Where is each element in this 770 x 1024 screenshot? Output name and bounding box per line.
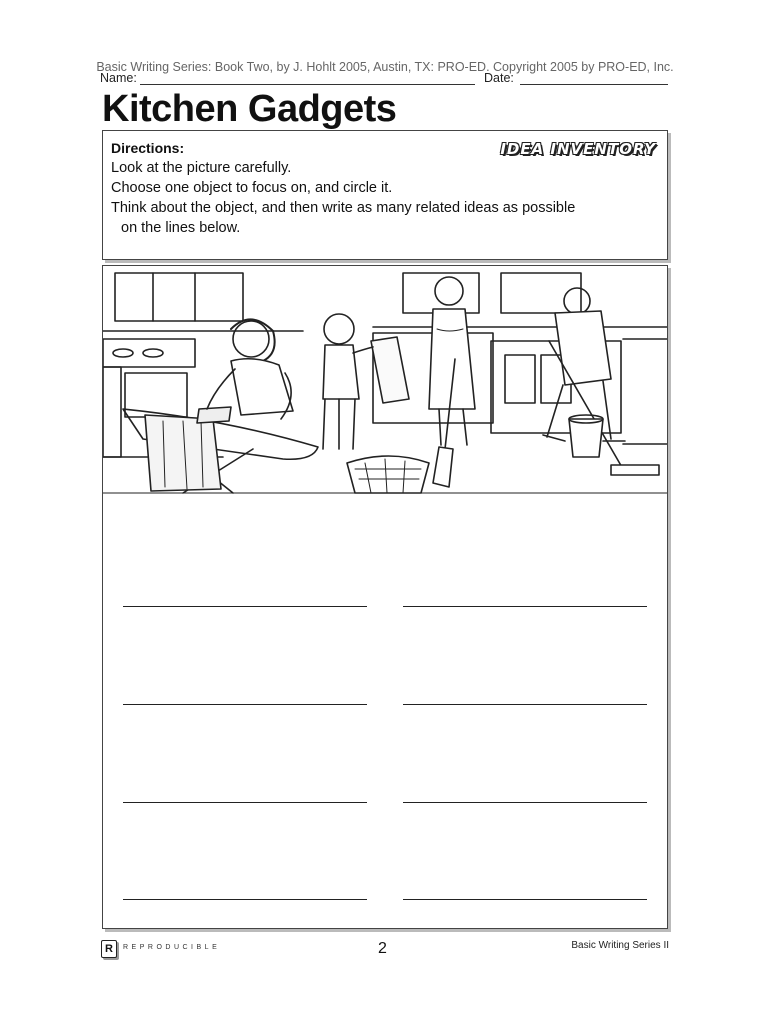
reproducible-label: REPRODUCIBLE <box>123 944 221 951</box>
writing-line[interactable] <box>123 704 367 705</box>
writing-line[interactable] <box>403 704 647 705</box>
directions-line: Think about the object, and then write as many related ideas as possible <box>111 200 576 216</box>
name-date-row <box>100 71 670 87</box>
directions-box <box>102 130 668 260</box>
page-number: 2 <box>378 940 387 957</box>
writing-line[interactable] <box>123 802 367 803</box>
reproducible-logo-icon: R <box>101 940 117 958</box>
writing-line[interactable] <box>123 899 367 900</box>
writing-line[interactable] <box>403 899 647 900</box>
name-field-line[interactable] <box>140 84 475 85</box>
copyright-notice: Basic Writing Series: Book Two, by J. Hohlt 2005, Austin, TX: PRO-ED. Copyright 2005 by PRO-ED, Inc. <box>96 60 674 74</box>
name-label: Name: <box>100 71 137 85</box>
directions-heading: Directions: <box>111 140 185 156</box>
series-label: Basic Writing Series II <box>571 940 669 951</box>
page-title: Kitchen Gadgets <box>102 88 397 130</box>
directions-line: Choose one object to focus on, and circle it. <box>111 180 393 196</box>
directions-line: on the lines below. <box>121 220 241 236</box>
directions-line: Look at the picture carefully. <box>111 160 292 176</box>
date-label: Date: <box>484 71 514 85</box>
writing-line[interactable] <box>403 802 647 803</box>
date-field-line[interactable] <box>520 84 668 85</box>
writing-line[interactable] <box>403 606 647 607</box>
writing-line[interactable] <box>123 606 367 607</box>
idea-inventory-badge: IDEA INVENTORY <box>500 140 656 158</box>
family-doing-chores-illustration <box>103 269 667 497</box>
worksheet-panel <box>102 265 668 929</box>
